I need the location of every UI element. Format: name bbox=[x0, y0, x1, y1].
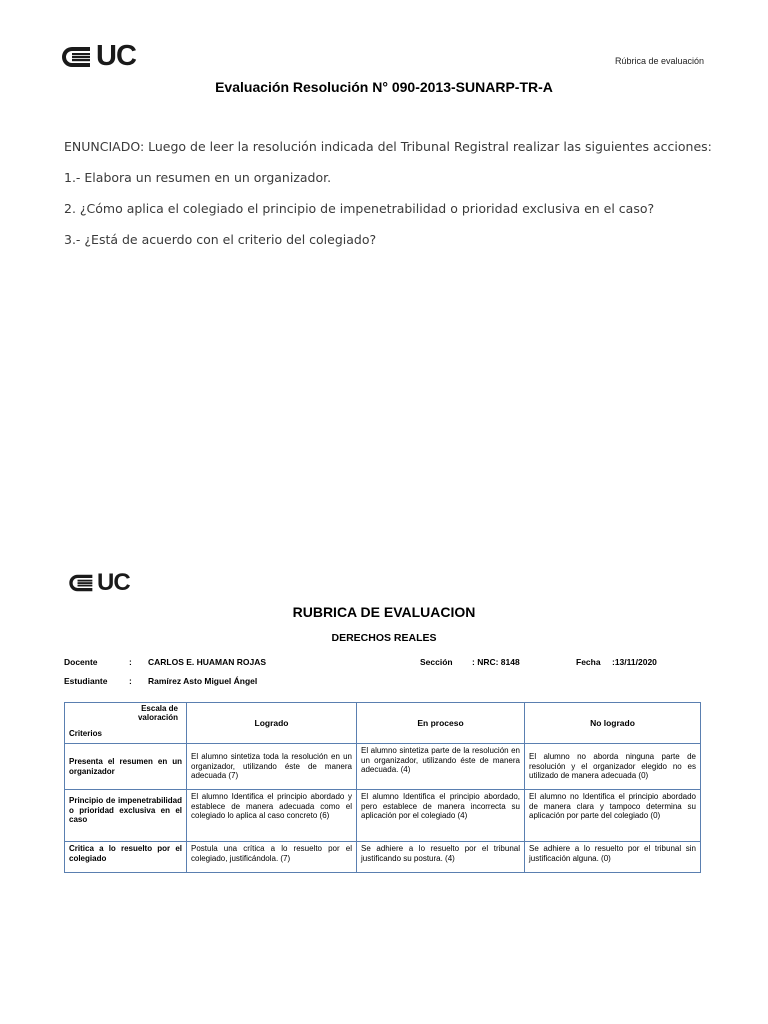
no-logrado-cell: El alumno no Identifica el principio abordado de manera clara y tampoco determina su aplicación por parte del colegiado (0) bbox=[525, 790, 701, 842]
seccion-value: : NRC: 8148 bbox=[472, 657, 520, 667]
en-proceso-cell: El alumno Identifica el principio abordado, pero establece de manera incorrecta su aplicación por el colegiado (4) bbox=[357, 790, 525, 842]
instruction-item-2: 2. ¿Cómo aplica el colegiado el principio de impenetrabilidad o prioridad exclusiva en el caso? bbox=[64, 201, 655, 216]
logrado-cell: El alumno sintetiza toda la resolución en un organizador, utilizando éste de manera adecuada (7) bbox=[187, 744, 357, 790]
criteria-label: Criterios bbox=[69, 728, 102, 738]
header-right-label: Rúbrica de evaluación bbox=[614, 56, 704, 66]
uc-logo-mark-icon bbox=[66, 571, 94, 595]
logrado-cell: El alumno Identifica el principio abordado y establece de manera adecuada como el colegiado lo aplica al caso concreto (6) bbox=[187, 790, 357, 842]
no-logrado-cell: Se adhiere a lo resuelto por el tribunal sin justificación alguna. (0) bbox=[525, 842, 701, 873]
column-header-en-proceso: En proceso bbox=[357, 703, 525, 744]
scale-label: Escala de valoración bbox=[137, 704, 178, 722]
instruction-item-3: 3.- ¿Está de acuerdo con el criterio del colegiado? bbox=[64, 232, 377, 247]
uc-logo-rubric bbox=[66, 569, 130, 597]
table-row bbox=[65, 842, 701, 873]
scale-criteria-header-cell bbox=[65, 703, 187, 744]
enunciado-text: ENUNCIADO: Luego de leer la resolución indicada del Tribunal Registral realizar las siguientes acciones: bbox=[64, 139, 712, 154]
rubric-subtitle: DERECHOS REALES bbox=[331, 632, 437, 644]
criterion-cell: Critica a lo resuelto por el colegiado bbox=[65, 842, 187, 873]
docente-colon: : bbox=[129, 657, 132, 667]
document-title: Evaluación Resolución N° 090-2013-SUNARP-TR-A bbox=[215, 79, 553, 95]
logrado-cell: Postula una crítica a lo resuelto por el colegiado, justificándola. (7) bbox=[187, 842, 357, 873]
table-header-row bbox=[65, 703, 701, 744]
uc-logo-text: UC bbox=[97, 569, 130, 596]
uc-logo-top bbox=[58, 40, 136, 73]
estudiante-value: Ramírez Asto Miguel Ángel bbox=[148, 676, 258, 686]
rubric-table bbox=[64, 702, 701, 873]
uc-logo-mark-icon bbox=[58, 43, 92, 71]
column-header-logrado: Logrado bbox=[187, 703, 357, 744]
rubric-title: RUBRICA DE EVALUACION bbox=[292, 604, 476, 620]
en-proceso-cell: El alumno sintetiza parte de la resolución en un organizador, utilizando éste de manera adecuada. (4) bbox=[357, 744, 525, 790]
estudiante-label: Estudiante bbox=[64, 676, 108, 686]
docente-label: Docente bbox=[64, 657, 98, 667]
en-proceso-cell: Se adhiere a lo resuelto por el tribunal justificando su postura. (4) bbox=[357, 842, 525, 873]
instruction-item-1: 1.- Elabora un resumen en un organizador. bbox=[64, 170, 332, 185]
table-row bbox=[65, 790, 701, 842]
table-row bbox=[65, 744, 701, 790]
estudiante-colon: : bbox=[129, 676, 132, 686]
uc-logo-text: UC bbox=[96, 40, 136, 72]
fecha-label: Fecha bbox=[576, 657, 601, 667]
seccion-label: Sección bbox=[420, 657, 453, 667]
criterion-cell: Presenta el resumen en un organizador bbox=[65, 744, 187, 790]
fecha-value: :13/11/2020 bbox=[612, 657, 657, 667]
no-logrado-cell: El alumno no aborda ninguna parte de resolución y el organizador elegido no es utilizado de manera adecuada (0) bbox=[525, 744, 701, 790]
column-header-no-logrado: No logrado bbox=[525, 703, 701, 744]
criterion-cell: Principio de impenetrabilidad o prioridad exclusiva en el caso bbox=[65, 790, 187, 842]
docente-value: CARLOS E. HUAMAN ROJAS bbox=[148, 657, 267, 667]
